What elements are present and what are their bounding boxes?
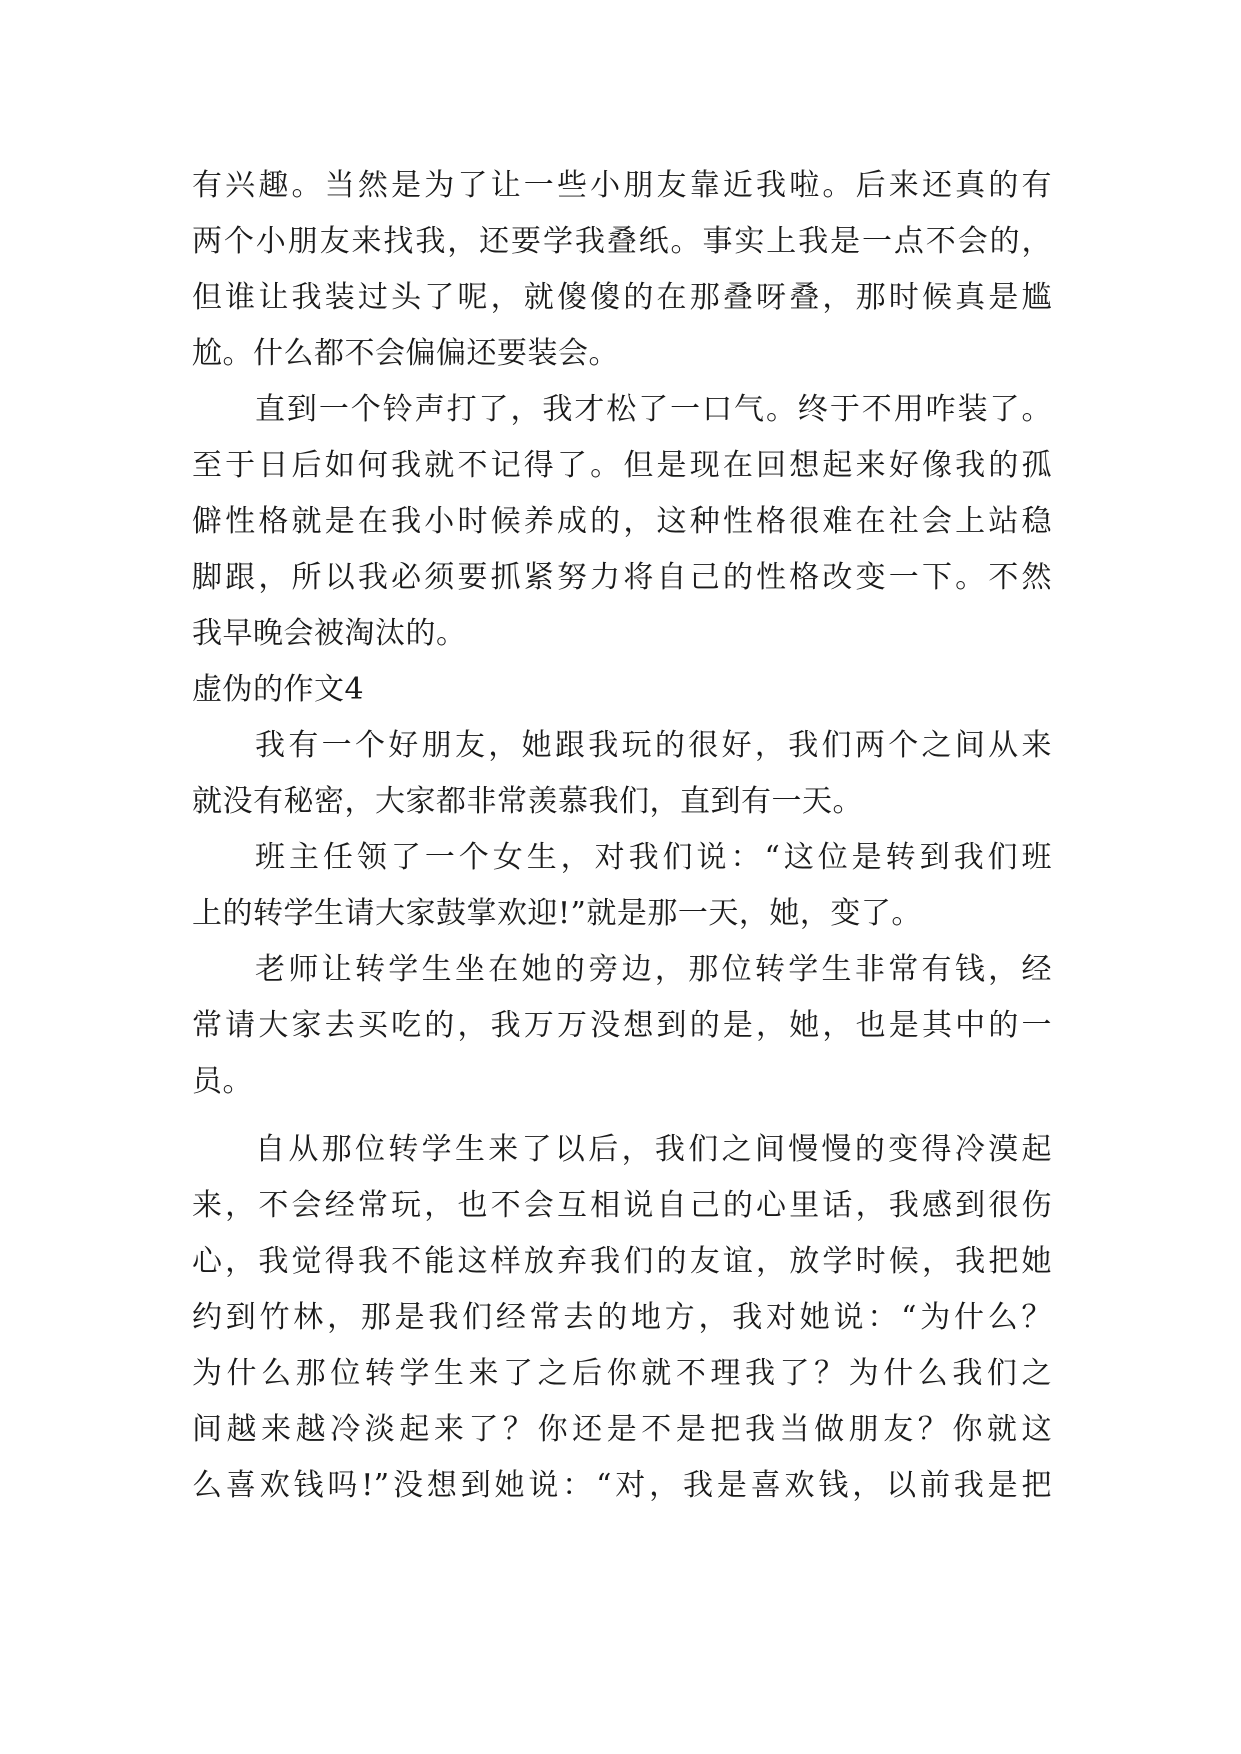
paragraph-line: 自从那位转学生来了以后，我们之间慢慢的变得冷漠起 bbox=[255, 1132, 1052, 1167]
paragraph-line: 约到竹林，那是我们经常去的地方，我对她说：“为什么？ bbox=[192, 1300, 1052, 1335]
paragraph-line: 班主任领了一个女生，对我们说：“这位是转到我们班 bbox=[255, 840, 1052, 875]
paragraph-line: 常请大家去买吃的，我万万没想到的是，她，也是其中的一 bbox=[192, 1008, 1052, 1043]
paragraph-line: 脚跟，所以我必须要抓紧努力将自己的性格改变一下。不然 bbox=[192, 560, 1052, 595]
paragraph-line: 为什么那位转学生来了之后你就不理我了？为什么我们之 bbox=[192, 1356, 1052, 1391]
paragraph-line: 至于日后如何我就不记得了。但是现在回想起来好像我的孤 bbox=[192, 448, 1052, 483]
paragraph-line: 间越来越冷淡起来了？你还是不是把我当做朋友？你就这 bbox=[192, 1412, 1052, 1447]
paragraph-line: 心，我觉得我不能这样放弃我们的友谊，放学时候，我把她 bbox=[192, 1244, 1052, 1279]
paragraph-line: 两个小朋友来找我，还要学我叠纸。事实上我是一点不会的， bbox=[192, 224, 1052, 259]
paragraph-line: 来，不会经常玩，也不会互相说自己的心里话，我感到很伤 bbox=[192, 1188, 1052, 1223]
paragraph-line: 上的转学生请大家鼓掌欢迎!”就是那一天，她，变了。 bbox=[192, 896, 922, 931]
paragraph-line: 有兴趣。当然是为了让一些小朋友靠近我啦。后来还真的有 bbox=[192, 168, 1052, 203]
paragraph-line: 就没有秘密，大家都非常羡慕我们，直到有一天。 bbox=[192, 784, 863, 819]
paragraph-line: 么喜欢钱吗!”没想到她说：“对，我是喜欢钱，以前我是把 bbox=[192, 1468, 1052, 1503]
paragraph-line: 但谁让我装过头了呢，就傻傻的在那叠呀叠，那时候真是尴 bbox=[192, 280, 1052, 315]
paragraph-line: 我有一个好朋友，她跟我玩的很好，我们两个之间从来 bbox=[255, 728, 1052, 763]
paragraph-line: 老师让转学生坐在她的旁边，那位转学生非常有钱，经 bbox=[255, 952, 1052, 987]
paragraph-line: 员。 bbox=[192, 1064, 253, 1099]
paragraph-line: 我早晚会被淘汰的。 bbox=[192, 616, 467, 651]
paragraph-line: 直到一个铃声打了，我才松了一口气。终于不用咋装了。 bbox=[255, 392, 1052, 427]
paragraph-line: 尬。什么都不会偏偏还要装会。 bbox=[192, 336, 619, 371]
section-heading: 虚伪的作文4 bbox=[192, 672, 365, 707]
paragraph-line: 僻性格就是在我小时候养成的，这种性格很难在社会上站稳 bbox=[192, 504, 1052, 539]
